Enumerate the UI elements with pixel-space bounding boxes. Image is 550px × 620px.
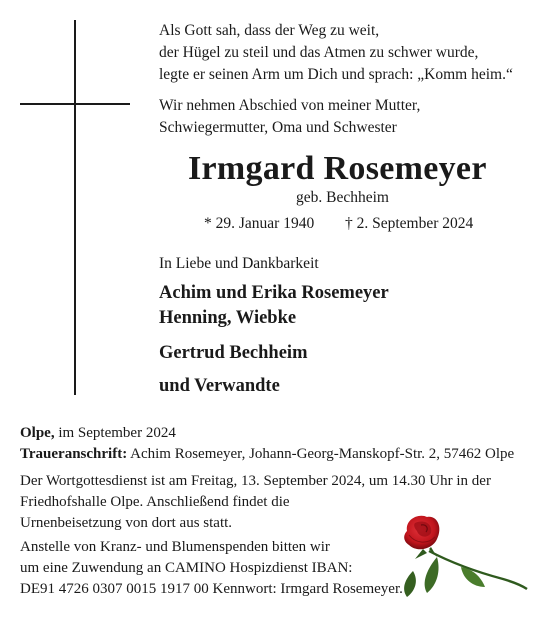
mourners-intro: In Liebe und Dankbarkeit [159, 255, 319, 272]
rose-icon [393, 513, 529, 611]
mourner-line: Gertrud Bechheim [159, 343, 308, 363]
donation-line: Anstelle von Kranz- und Blumenspenden bitten wir [20, 539, 330, 555]
cross-vertical-beam [74, 20, 76, 395]
poem [159, 20, 513, 86]
mourner-line: Henning, Wiebke [159, 308, 297, 328]
place-month: im September 2024 [54, 425, 176, 441]
cross-horizontal-beam [20, 103, 130, 105]
death-date: † 2. September 2024 [345, 215, 474, 232]
donation-line: DE91 4726 0307 0015 1917 00 Kennwort: Irmgard Rosemeyer. [20, 581, 403, 597]
farewell-line: Schwiegermutter, Oma und Schwester [159, 119, 397, 136]
donation-info [20, 537, 403, 600]
address-label: Traueranschrift: [20, 446, 128, 462]
farewell-text [159, 95, 420, 139]
poem-line: legte er seinen Arm um Dich und sprach: „Komm heim.“ [159, 66, 513, 83]
place-city: Olpe, [20, 425, 55, 441]
deceased-name: Irmgard Rosemeyer [188, 150, 487, 187]
donation-line: um eine Zuwendung an CAMINO Hospizdienst IBAN: [20, 560, 353, 576]
service-line: Friedhofshalle Olpe. Anschließend findet die [20, 494, 290, 510]
birth-date: * 29. Januar 1940 [204, 215, 315, 232]
place-date [20, 423, 176, 444]
mourner-line: Achim und Erika Rosemeyer [159, 283, 389, 303]
service-line: Urnenbeisetzung von dort aus statt. [20, 515, 233, 531]
born-name: geb. Bechheim [296, 189, 389, 206]
address-value: Achim Rosemeyer, Johann-Georg-Manskopf-Str. 2, 57462 Olpe [127, 446, 515, 462]
poem-line: der Hügel zu steil und das Atmen zu schwer wurde, [159, 44, 479, 61]
mourning-address [20, 444, 514, 465]
farewell-line: Wir nehmen Abschied von meiner Mutter, [159, 97, 421, 114]
service-line: Der Wortgottesdienst ist am Freitag, 13. September 2024, um 14.30 Uhr in der [20, 473, 491, 489]
poem-line: Als Gott sah, dass der Weg zu weit, [159, 22, 380, 39]
mourner-line: und Verwandte [159, 376, 280, 396]
